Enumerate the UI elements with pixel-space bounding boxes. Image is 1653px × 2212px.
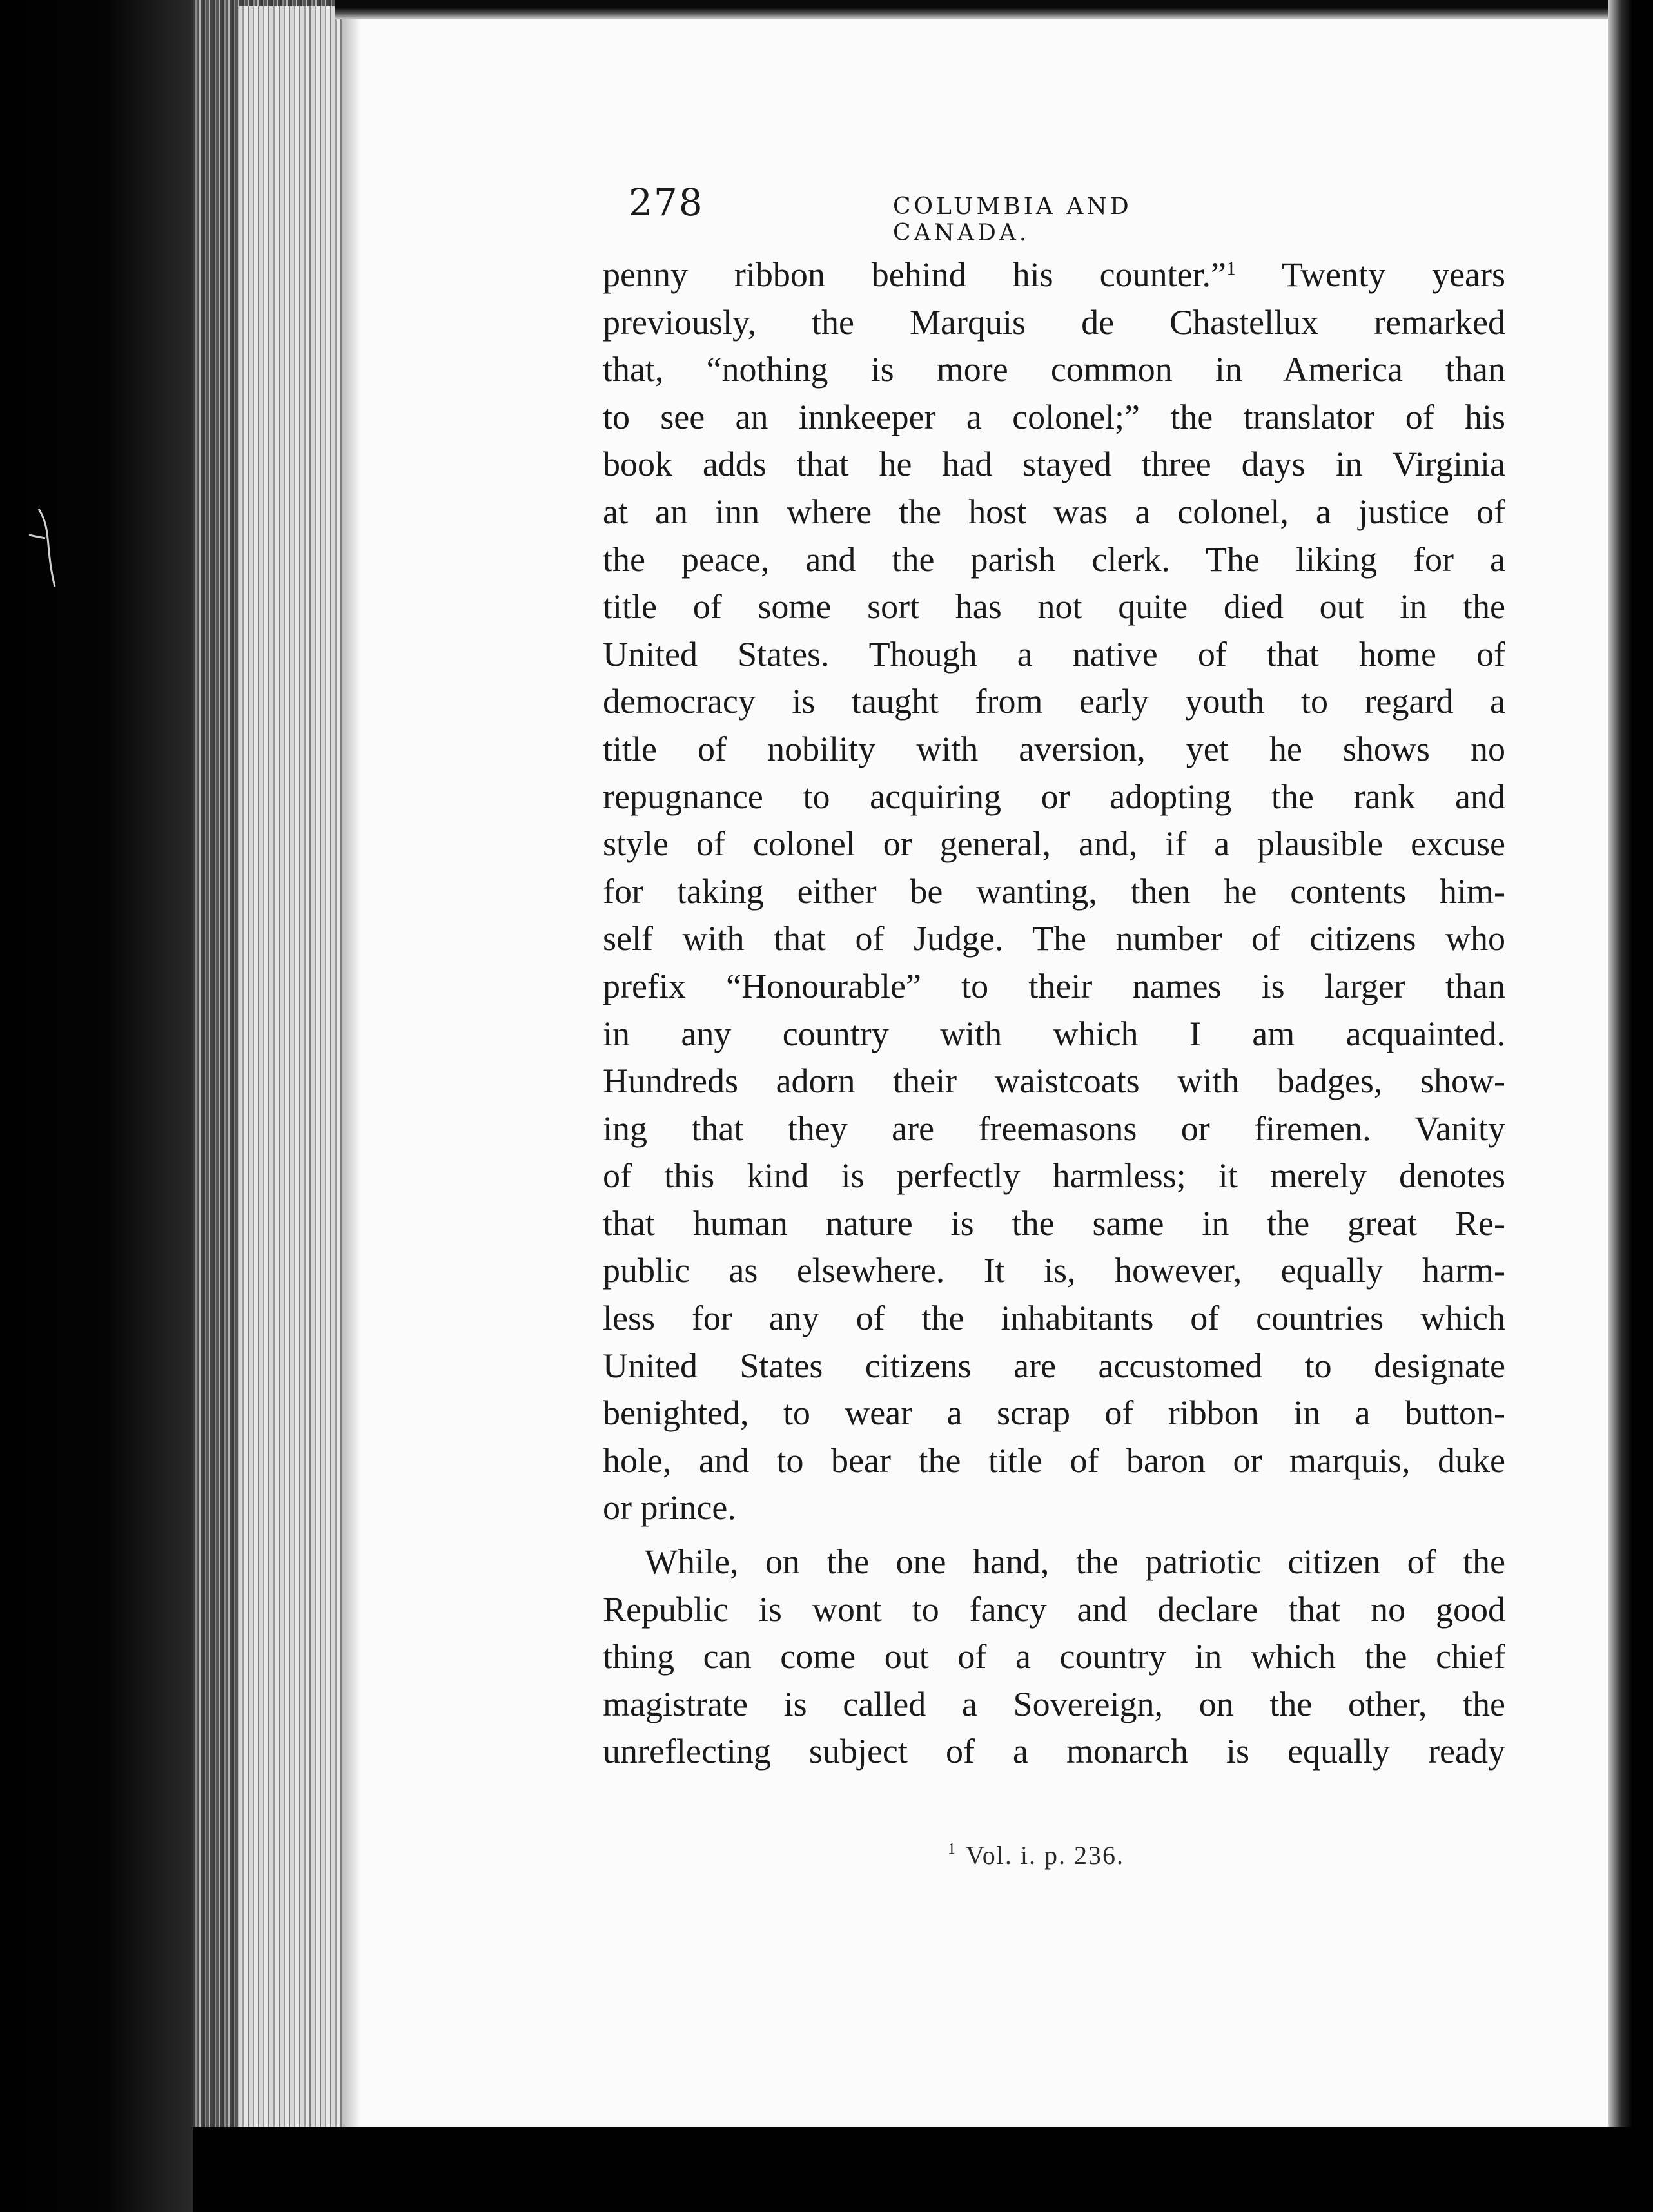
text-line: less for any of the inhabitants of countries which — [603, 1299, 1505, 1338]
text-line: that, “nothing is more common in America than — [603, 350, 1505, 389]
text-line: that human nature is the same in the great Re- — [603, 1203, 1505, 1243]
text-line: While, on the one hand, the patriotic citizen of the — [645, 1542, 1505, 1582]
page-number: 278 — [629, 180, 704, 224]
text-line: at an inn where the host was a colonel, a justice of — [603, 492, 1505, 531]
text-line: magistrate is called a Sovereign, on the other, the — [603, 1684, 1505, 1723]
gutter-shadow — [342, 19, 361, 2127]
footnote-reference: 1 — [1226, 258, 1237, 279]
text-line: Republic is wont to fancy and declare that no good — [603, 1589, 1505, 1629]
book-spine-shadow — [0, 0, 193, 2212]
bottom-edge-shadow — [193, 2127, 1653, 2212]
text-line: previously, the Marquis de Chastellux remarked — [603, 302, 1505, 342]
text-line: public as elsewhere. It is, however, equally harm- — [603, 1251, 1505, 1290]
text-line: repugnance to acquiring or adopting the rank and — [603, 777, 1505, 816]
text-line: unreflecting subject of a monarch is equally ready — [603, 1732, 1505, 1771]
page-fore-edge-highlight — [239, 6, 342, 2127]
top-edge-shadow — [335, 0, 1653, 19]
text-line: or prince. — [603, 1488, 736, 1528]
text-line: hole, and to bear the title of baron or marquis, duke — [603, 1441, 1505, 1480]
body-text — [603, 251, 1505, 1776]
paragraph-gap — [603, 1532, 1505, 1538]
text-line: to see an innkeeper a colonel;” the translator of his — [603, 397, 1505, 436]
margin-mark-icon — [26, 503, 64, 593]
text-line: title of some sort has not quite died out in the — [603, 587, 1505, 626]
footnote-text: Vol. i. p. 236. — [966, 1841, 1124, 1870]
text-line: United States citizens are accustomed to designate — [603, 1346, 1505, 1385]
text-line: of this kind is perfectly harmless; it merely denotes — [603, 1156, 1505, 1196]
footnote — [948, 1840, 1124, 1870]
text-line: for taking either be wanting, then he contents him- — [603, 871, 1505, 911]
text-line: title of nobility with aversion, yet he shows no — [603, 729, 1505, 768]
text-line: democracy is taught from early youth to regard a — [603, 682, 1505, 721]
text-line: ing that they are freemasons or firemen. Vanity — [603, 1109, 1505, 1148]
right-edge-shadow — [1608, 0, 1653, 2212]
text-line: prefix “Honourable” to their names is larger than — [603, 966, 1505, 1005]
footnote-mark: 1 — [948, 1841, 957, 1858]
text-line: self with that of Judge. The number of citizens who — [603, 919, 1505, 958]
running-head: COLUMBIA AND CANADA. — [893, 193, 1132, 246]
page-header — [629, 174, 1260, 246]
text-line: in any country with which I am acquainted. — [603, 1014, 1505, 1053]
text-line: style of colonel or general, and, if a plausible excuse — [603, 824, 1505, 864]
text-line: thing can come out of a country in which the chief — [603, 1637, 1505, 1676]
text-line: United States. Though a native of that home of — [603, 634, 1505, 674]
text-line: the peace, and the parish clerk. The liking for a — [603, 539, 1505, 579]
text-line: benighted, to wear a scrap of ribbon in a button- — [603, 1393, 1505, 1433]
text-line: penny ribbon behind his counter.”$^1$ Twenty years — [603, 255, 1506, 294]
text-line: Hundreds adorn their waistcoats with badges, show- — [603, 1062, 1505, 1101]
text-line: book adds that he had stayed three days in Virginia — [603, 445, 1505, 484]
